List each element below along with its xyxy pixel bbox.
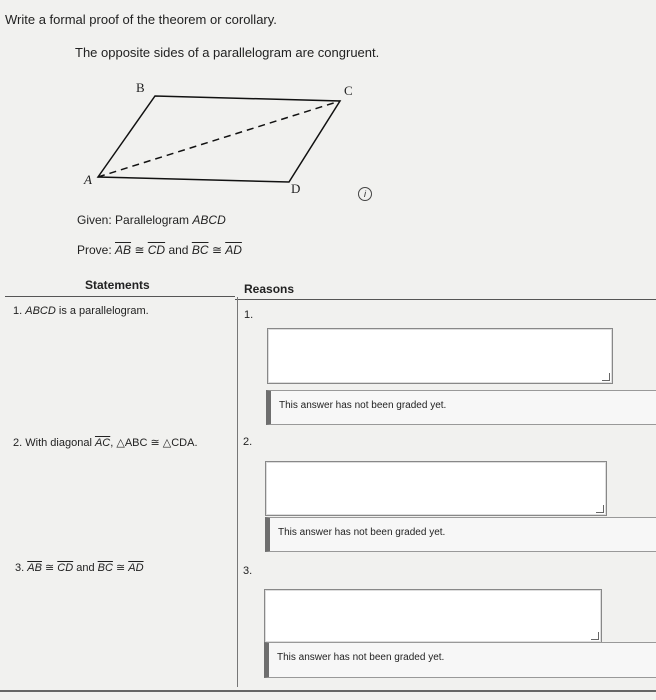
statement-1-shape: ABCD [25, 305, 56, 317]
statement-3-seg-cd: $\overline{CD}$ [57, 562, 74, 574]
prove-seg-bc: $\overline{BC}$ [191, 243, 209, 257]
prove-prefix: Prove: [77, 243, 116, 257]
prove-cong-1: ≅ [131, 243, 148, 257]
instruction-text: Write a formal proof of the theorem or corollary. [5, 12, 277, 27]
statement-3-cong-1: ≅ [41, 562, 58, 574]
statement-2-text: , △ABC ≅ △CDA. [110, 437, 198, 449]
statement-3-seg-ad: $\overline{AD}$ [128, 562, 144, 574]
statement-1-text: is a parallelogram. [55, 305, 149, 317]
statement-3-seg-ab: $\overline{AB}$ [27, 562, 42, 574]
statement-row-3 [15, 561, 144, 574]
statement-num-1: 1. [13, 305, 23, 317]
diagonal-ac [98, 101, 340, 177]
statement-num-2: 2. [13, 437, 23, 449]
feedback-text-1: This answer has not been graded yet. [279, 400, 447, 411]
statement-3-cong-2: ≅ [112, 562, 129, 574]
feedback-text-3: This answer has not been graded yet. [277, 652, 445, 663]
reason-input-3[interactable] [264, 589, 602, 643]
resize-handle-icon[interactable] [602, 373, 610, 381]
table-column-divider [237, 297, 238, 687]
vertex-label-d: D [291, 181, 301, 196]
reason-input-2[interactable] [265, 461, 607, 516]
given-prefix: Given: Parallelogram [77, 213, 193, 227]
reason-input-1[interactable] [267, 328, 613, 384]
theorem-text: The opposite sides of a parallelogram are congruent. [75, 45, 380, 60]
statement-row-2 [13, 436, 198, 449]
feedback-box-3 [264, 642, 656, 678]
vertex-label-c: C [344, 83, 353, 98]
reasons-header: Reasons [244, 282, 295, 296]
resize-handle-icon[interactable] [591, 632, 599, 640]
vertex-label-b: B [136, 80, 145, 95]
feedback-box-2 [265, 517, 656, 552]
feedback-text-2: This answer has not been graded yet. [278, 527, 446, 538]
table-header-rule-left [5, 296, 235, 297]
statement-3-and: and [73, 562, 98, 574]
statements-header: Statements [85, 278, 150, 292]
statement-3-seg-bc: $\overline{BC}$ [97, 562, 113, 574]
reason-num-3: 3. [243, 565, 253, 577]
prove-seg-cd: $\overline{CD}$ [147, 243, 166, 257]
info-icon[interactable]: i [358, 187, 372, 201]
reason-num-1: 1. [244, 309, 254, 321]
prove-seg-ad: $\overline{AD}$ [225, 243, 242, 257]
prove-seg-ab: $\overline{AB}$ [115, 243, 132, 257]
statement-2-prefix: With diagonal [25, 437, 95, 449]
feedback-box-1 [266, 390, 656, 425]
table-bottom-rule [0, 690, 656, 692]
vertex-label-a: A [84, 172, 92, 187]
statement-2-seg-ac: $\overline{AC}$ [94, 437, 111, 449]
given-shape: ABCD [192, 213, 226, 227]
reason-num-2: 2. [243, 436, 253, 448]
given-line [77, 213, 226, 227]
table-header-rule-right [235, 299, 656, 300]
statement-row-1 [13, 305, 149, 317]
parallelogram-figure [0, 0, 656, 210]
prove-line [77, 243, 242, 257]
statement-num-3: 3. [15, 562, 25, 574]
prove-cong-2: ≅ [208, 243, 226, 257]
resize-handle-icon[interactable] [596, 505, 604, 513]
prove-and: and [165, 243, 192, 257]
